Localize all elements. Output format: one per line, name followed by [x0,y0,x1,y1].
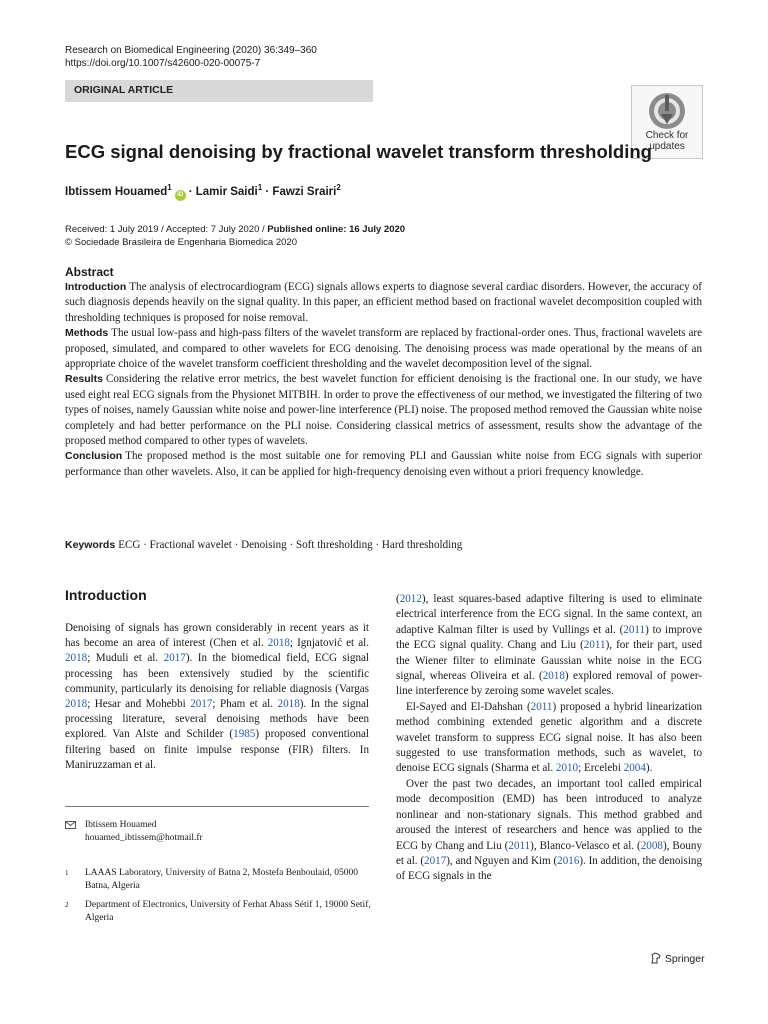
body-text: ; Hesar and Mohebbi [87,698,191,711]
publisher-name: Springer [664,953,705,965]
paragraph [396,777,702,885]
citation-link[interactable]: 2018 [267,637,290,650]
journal-citation: Research on Biomedical Engineering (2020) 36:349–360 [65,45,317,56]
paragraph [396,592,702,700]
citation-link[interactable]: 2011 [583,639,606,652]
citation-link[interactable]: 2018 [277,698,300,711]
citation-link[interactable]: 2018 [542,670,565,683]
citation-link[interactable]: 1985 [233,728,256,741]
body-text: ) proposed a hybrid linearization method combining extended genetic algorithm and a discrete wavelet transform to suppress ECG signal noise. It has also been suggested to use transformation methods, such as wavelet, to denoise ECG signals (Sharma et al. [396,700,702,775]
body-text: ), Bouny et al. ( [396,839,702,867]
author-affiliation-mark: 2 [336,183,341,192]
article-type: ORIGINAL ARTICLE [74,84,174,96]
abstract-heading: Abstract [65,265,114,279]
published-date: Published online: 16 July 2020 [267,224,406,235]
body-text: ( [396,593,400,605]
citation-link[interactable]: 2017 [163,652,186,665]
body-text: ). [645,762,653,775]
abstract-methods [65,326,702,372]
body-text: ; Ignjatović et al. [289,637,369,650]
contact-email[interactable]: houamed_ibtissem@hotmail.fr [85,832,203,843]
author-name[interactable]: Lamir Saidi [195,185,258,198]
paragraph [396,700,702,777]
body-text: ; Pham et al. [212,698,278,711]
abstract [65,265,702,480]
affiliation-number: 1 [65,869,69,877]
keywords [65,539,462,551]
abstract-text: The usual low-pass and high-pass filters of the wavelet transform are replaced by fractional-order ones. Thus, fractional wavelets are proposed, simulated, and compared to other wavelets for ECG denoising. The denoising process was made operational by the means of an appropriate choice of the wavelet transform coefficient thresholding and the wavelet decomposition level of the signal. [65,327,702,371]
citation-link[interactable]: 2011 [530,700,553,713]
keywords-label: Keywords [65,539,116,551]
citation-link[interactable]: 2012 [399,593,422,605]
body-text: ; Ercelebi [578,762,624,775]
body-text: ) proposed conventional filtering based on finite impulse response (FIR) filters. In Maniruzzaman et al. [65,728,369,771]
author-affiliation-mark: 1 [167,183,172,192]
body-text: ) to improve the ECG signal quality. Chang and Liu ( [396,623,702,652]
paper-title: ECG signal denoising by fractional wavelet transform thresholding [65,141,652,162]
body-text: ). In addition, the denoising of ECG signals in the [396,854,702,883]
contact-name: Ibtissem Houamed [85,820,157,830]
citation-link[interactable]: 2010 [555,762,579,775]
body-text: Denoising of signals has grown considerably in recent years as it has become an area of interest (Chen et al. [65,622,369,650]
abstract-text: The proposed method is the most suitable one for removing PLI and Gaussian white noise from ECG signals with superior performance than other wavelets. Also, it can be applied for high-frequency denoising even without a priori frequency knowledge. [65,450,702,478]
abstract-results [65,372,702,449]
body-text: ; Muduli et al. [87,652,164,665]
body-text: Over the past two decades, an important tool called empirical mode decomposition (EMD) has been introduced to analyze nonlinear and non-stationary signals. This method grabbed and aroused the interest of researchers and hence was applied to the ECG by Chang and Liu ( [396,777,702,852]
body-text: ), for their part, used the Wiener filter to eliminate Gaussian white noise in the ECG signal, whereas Oliveira et al. ( [396,639,702,683]
citation-link[interactable]: 2018 [65,698,88,711]
check-updates-icon [648,92,686,130]
citation-link[interactable]: 2018 [65,652,88,665]
body-text: ), least squares-based adaptive filtering is used to eliminate electrical interference from the ECG signal. In the same context, an adaptive Kalman filter is used by Vullings et al. ( [396,593,702,636]
author-name[interactable]: Ibtissem Houamed [65,185,168,198]
body-text: ), Blanco-Velasco et al. ( [530,839,641,852]
footnote-divider [65,806,369,807]
article-type-bar [65,80,373,102]
citation-link[interactable]: 2011 [623,623,646,636]
introduction-left-column [65,621,369,773]
copyright-notice: © Sociedade Brasileira de Engenharia Biomedica 2020 [65,237,297,248]
citation-link[interactable]: 2017 [424,854,447,867]
author-affiliation-mark: 1 [257,183,263,192]
introduction-right-column [396,592,702,885]
author-name[interactable]: Fawzi Srairi [272,185,337,198]
envelope-icon [65,821,76,829]
section-label: Conclusion [65,450,123,463]
springer-horse-icon [650,952,662,964]
journal-header [65,44,317,70]
keywords-text: ECG · Fractional wavelet · Denoising · Soft thresholding · Hard thresholding [118,539,463,551]
abstract-conclusion [65,449,702,480]
check-updates-label: Check for updates [645,130,689,152]
section-label: Methods [65,327,109,340]
body-text: El-Sayed and El-Dahshan ( [406,700,531,713]
publisher-footer [650,952,705,965]
body-text: ), and Nguyen and Kim ( [446,854,558,867]
body-text: ) explored removal of power-line interference by zeroing some wavelet scales. [396,670,702,698]
abstract-introduction [65,280,702,326]
publication-dates [65,223,405,249]
citation-link[interactable]: 2004 [623,762,646,775]
body-text: ). In the biomedical field, ECG signal processing has been extensively studied by the scientific community, particularly its denoising for reliable diagnosis (Vargas [65,652,369,695]
citation-link[interactable]: 2008 [640,839,663,852]
citation-link[interactable]: 2017 [190,698,213,711]
section-label: Introduction [65,281,127,293]
affiliation-text: LAAAS Laboratory, University of Batna 2, Mostefa Benboulaid, 05000 Batna, Algeria [85,868,358,891]
body-text: ). In the signal processing literature, several denoising methods have been explored. Van Alste and Schilder ( [65,698,369,741]
author-list: Ibtissem Houamed$^1$iD · Lamir Saidi$^1$ · Fawzi Srairi$^2$ [65,183,341,201]
section-label: Results [65,373,103,386]
citation-link[interactable]: 2016 [557,854,580,867]
affiliation-text: Department of Electronics, University of Ferhat Abass Sétif 1, 19000 Setif, Algeria [85,900,371,923]
abstract-text: Considering the relative error metrics, the best wavelet function for efficient denoising is the fractional one. In our study, we have used eight real ECG signals from the Physionet MITBIH. In order to prove the effectiveness of our method, we investigated the filtering of two types of noises, namely Gaussian white noise and power-line interference (PLI) noise. The proposed method removed the Gaussian white noise completely and had better performance on the PLI noise. Considering classical metrics of assessment, results show the advantage of the proposed method compared to other types of wavelets. [65,373,702,448]
affiliation-number: 2 [65,901,69,909]
citation-link[interactable]: 2011 [508,839,531,852]
doi-link[interactable]: https://doi.org/10.1007/s42600-020-00075-7 [65,58,261,69]
abstract-text: The analysis of electrocardiogram (ECG) signals allows experts to diagnose several cardiac disorders. However, the accuracy of such diagnosis depends heavily on the signal quality. In this paper, an efficient method based on fractional wavelet decomposition coupled with thresholding techniques is proposed for noise removal. [65,281,702,324]
orcid-icon[interactable]: iD [175,190,186,201]
received-accepted-dates: Received: 1 July 2019 / Accepted: 7 July 2020 / [65,224,268,235]
introduction-heading: Introduction [65,587,147,603]
